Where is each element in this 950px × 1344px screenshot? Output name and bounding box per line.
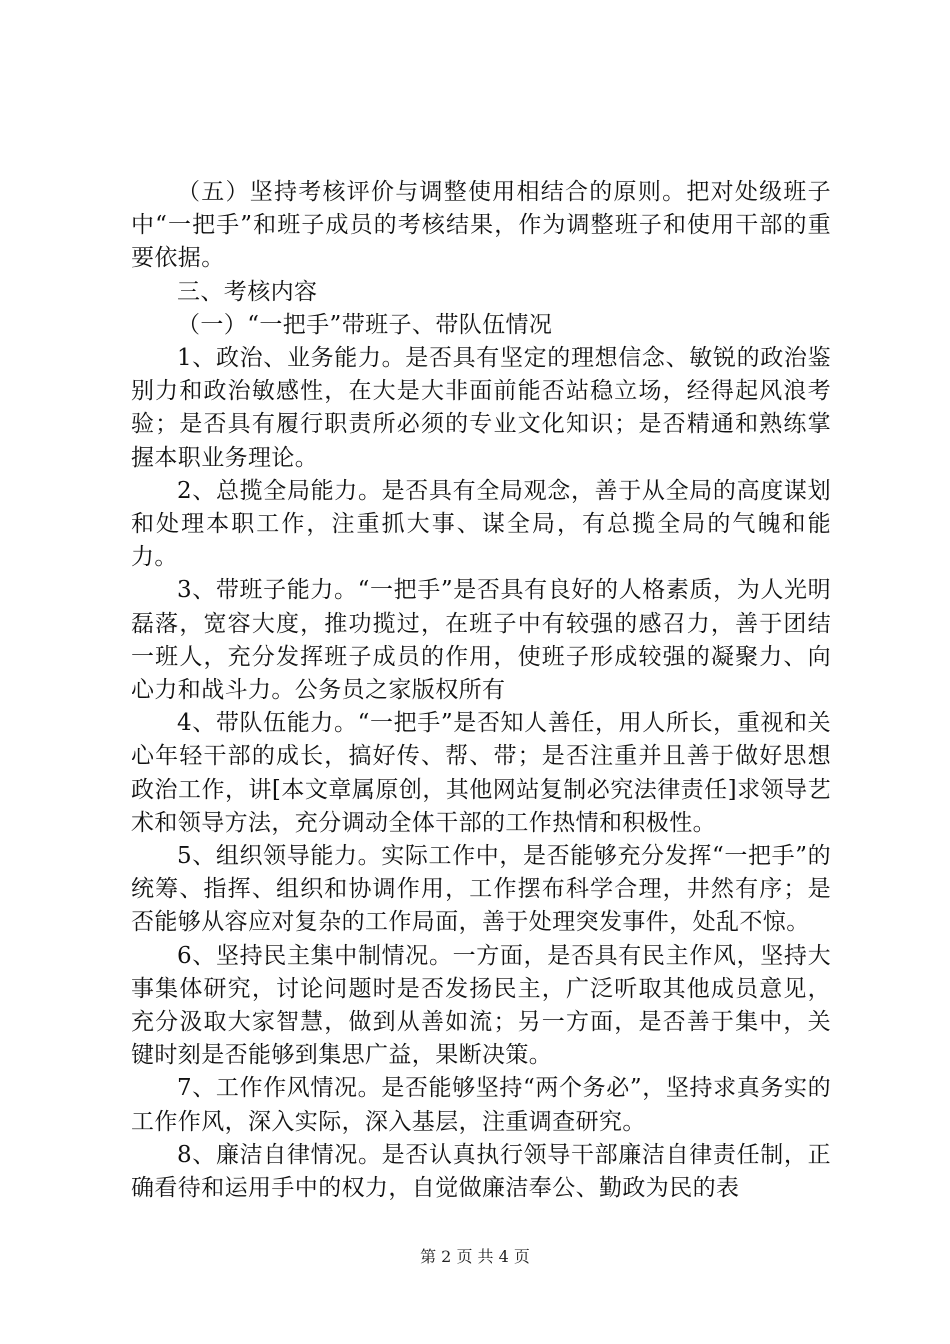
paragraph-item-2: 2、总揽全局能力。是否具有全局观念，善于从全局的高度谋划和处理本职工作，注重抓大事、谋全局，有总揽全局的气魄和能力。: [131, 477, 831, 571]
paragraph-item-8: 8、廉洁自律情况。是否认真执行领导干部廉洁自律责任制，正确看待和运用手中的权力，自觉做廉洁奉公、勤政为民的表: [131, 1141, 831, 1202]
subsection-heading-leader: （一）“一把手”带班子、带队伍情况: [177, 311, 553, 338]
paragraph-item-6: 6、坚持民主集中制情况。一方面，是否具有民主作风，坚持大事集体研究，讨论问题时是否发扬民主，广泛听取其他成员意见，充分汲取大家智慧，做到从善如流；另一方面，是否善于集中，关键时刻是否能够到集思广益，果断决策。: [131, 942, 831, 1069]
section-heading-assessment-content: 三、考核内容: [177, 278, 318, 305]
paragraph-item-5: 5、组织领导能力。实际工作中，是否能够充分发挥“一把手”的统筹、指挥、组织和协调作用，工作摆布科学合理，井然有序；是否能够从容应对复杂的工作局面，善于处理突发事件，处乱不惊。: [131, 843, 831, 936]
paragraph-item-3: 3、带班子能力。“一把手”是否具有良好的人格素质，为人光明磊落，宽容大度，推功揽过，在班子中有较强的感召力，善于团结一班人，充分发挥班子成员的作用，使班子形成较强的凝聚力、向心力和战斗力。公务员之家版权所有: [131, 577, 831, 704]
document-body: [131, 176, 831, 1205]
page-footer: 第 2 页 共 4 页: [420, 1247, 530, 1266]
paragraph-item-7: 7、工作作风情况。是否能够坚持“两个务必”，坚持求真务实的工作作风，深入实际，深入基层，注重调查研究。: [131, 1075, 831, 1135]
paragraph-item-1: 1、政治、业务能力。是否具有坚定的理想信念、敏锐的政治鉴别力和政治敏感性，在大是大非面前能否站稳立场，经得起风浪考验；是否具有履行职责所必须的专业文化知识；是否精通和熟练掌握本职业务理论。: [131, 345, 831, 471]
paragraph-principle-five: （五）坚持考核评价与调整使用相结合的原则。把对处级班子中“一把手”和班子成员的考核结果，作为调整班子和使用干部的重要依据。: [131, 179, 831, 272]
paragraph-item-4: 4、带队伍能力。“一把手”是否知人善任，用人所长，重视和关心年轻干部的成长，搞好传、帮、带；是否注重并且善于做好思想政治工作，讲[本文章属原创，其他网站复制必究法律责任]求领导艺术和领导方法，充分调动全体干部的工作热情和积极性。: [131, 710, 831, 836]
